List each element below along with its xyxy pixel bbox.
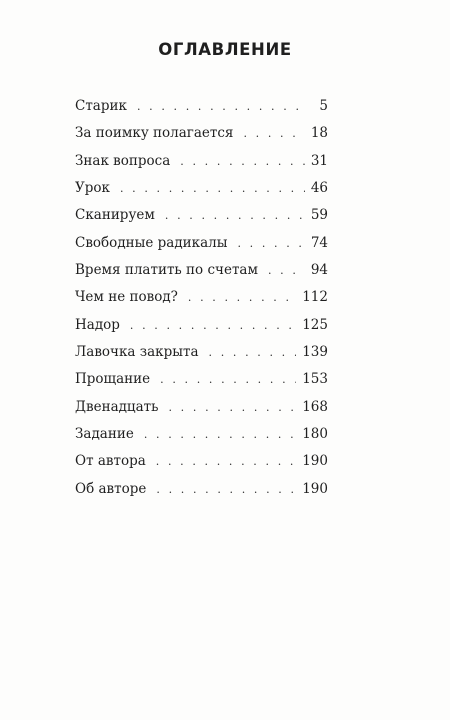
toc-dot-leader: [160, 373, 296, 386]
toc-entry: [75, 481, 328, 508]
toc-entry-page: 190: [302, 453, 328, 470]
toc-entry-title: Время платить по счетам: [75, 262, 258, 279]
toc-entry-title: Чем не повод?: [75, 289, 178, 306]
toc-entry-title: Надор: [75, 316, 120, 333]
toc-entry: [75, 371, 328, 398]
toc-entry-page: 18: [310, 125, 328, 142]
toc-entry: [75, 317, 328, 344]
toc-entry-title: Об авторе: [75, 480, 147, 497]
toc-entry: [75, 289, 328, 316]
toc-entry-page: 125: [302, 316, 328, 333]
toc-entry: [75, 98, 328, 125]
table-of-contents: [75, 98, 328, 508]
toc-dot-leader: [144, 428, 296, 441]
toc-dot-leader: [156, 455, 296, 468]
toc-entry-page: 190: [302, 480, 328, 497]
toc-entry-title: От автора: [75, 453, 146, 470]
toc-entry-page: 168: [302, 398, 328, 415]
toc-entry: [75, 153, 328, 180]
toc-entry-title: За поимку полагается: [75, 125, 234, 142]
toc-entry: [75, 235, 328, 262]
toc-entry-page: 139: [302, 344, 328, 361]
toc-dot-leader: [156, 483, 296, 496]
toc-dot-leader: [268, 264, 305, 277]
toc-dot-leader: [237, 237, 304, 250]
toc-entry-title: Двенадцать: [75, 398, 159, 415]
toc-entry-page: 94: [310, 262, 328, 279]
toc-entry: [75, 180, 328, 207]
page-title: ОГЛАВЛЕНИЕ: [158, 40, 292, 59]
toc-entry-title: Задание: [75, 426, 134, 443]
toc-entry-page: 46: [310, 180, 328, 197]
toc-entry: [75, 207, 328, 234]
toc-dot-leader: [188, 291, 296, 304]
toc-entry-page: 153: [302, 371, 328, 388]
toc-entry-page: 5: [319, 98, 328, 114]
toc-entry-page: 59: [310, 207, 328, 224]
toc-dot-leader: [165, 209, 305, 222]
toc-entry-page: 180: [302, 426, 328, 443]
toc-dot-leader: [209, 346, 297, 359]
toc-entry: [75, 426, 328, 453]
toc-entry: [75, 453, 328, 480]
toc-entry: [75, 125, 328, 152]
toc-entry-title: Лавочка закрыта: [75, 344, 199, 361]
toc-entry-page: 112: [302, 289, 328, 306]
toc-entry: [75, 344, 328, 371]
toc-entry-title: Знак вопроса: [75, 152, 171, 169]
toc-dot-leader: [168, 401, 296, 414]
toc-dot-leader: [243, 127, 304, 140]
toc-entry: [75, 399, 328, 426]
toc-entry-title: Старик: [75, 98, 127, 114]
toc-dot-leader: [130, 319, 296, 332]
toc-entry: [75, 262, 328, 289]
toc-entry-title: Прощание: [75, 371, 151, 388]
toc-entry-page: 74: [310, 234, 328, 251]
toc-entry-title: Свободные радикалы: [75, 234, 228, 251]
toc-entry-title: Урок: [75, 180, 110, 197]
toc-dot-leader: [120, 182, 305, 195]
toc-entry-title: Сканируем: [75, 207, 155, 224]
toc-dot-leader: [180, 155, 305, 168]
toc-entry-page: 31: [310, 152, 328, 169]
toc-dot-leader: [137, 100, 308, 113]
